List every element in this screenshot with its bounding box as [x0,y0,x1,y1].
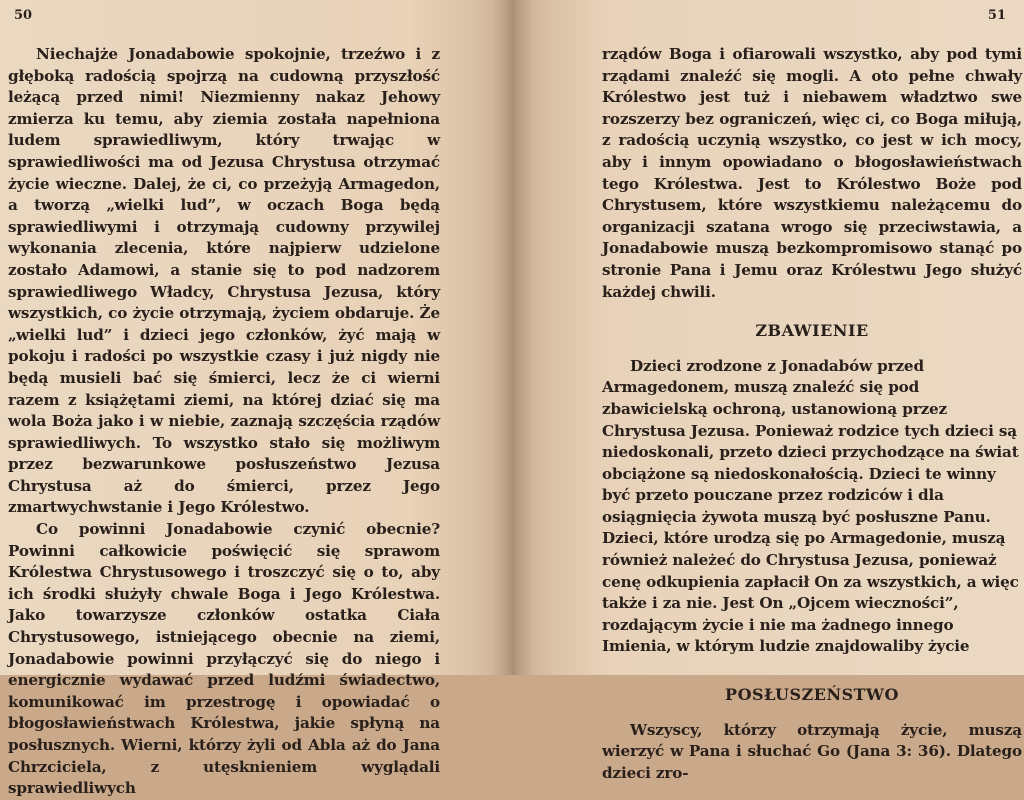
paragraph: Niechajże Jonadabowie spokojnie, trzeźwo i z głęboką radością spojrzą na cudowną przyszłość leżącą przed nimi! Niezmienny nakaz Jehowy zmierza ku temu, aby ziemia została napełniona ludem sprawiedliwym, który trwając w sprawiedliwości ma od Jezusa Chrystusa otrzymać życie wieczne. Dalej, że ci, co przeżyją Armagedon, a tworzą „wielki lud”, w oczach Boga będą sprawiedliwymi i otrzymają cudowny przywilej wykonania zlecenia, które najpierw udzielone zostało Adamowi, a stanie się to pod nadzorem sprawiedliwego Władcy, Chrystusa Jezusa, który wszystkich, co życie otrzymają, życiem obdaruje. Że „wielki lud” i dzieci jego członków, żyć mają w pokoju i radości po wszystkie czasy i już nigdy nie będą musieli bać się śmierci, lecz że ci wierni razem z książętami ziemi, na której dziać się ma wola Boża jako i w niebie, zaznają szczęścia rządów sprawiedliwych. To wszystko stało się możliwym przez bezwarunkowe posłuszeństwo Jezusa Chrystusa aż do śmierci, przez Jego zmartwychwstanie i Jego Królestwo. [8,45,440,517]
section-heading-posluszenstwo: POSŁUSZEŃSTWO [725,685,899,705]
right-page [524,0,1024,782]
left-page [0,0,500,798]
left-page-text [8,44,440,800]
paragraph: rządów Boga i ofiarowali wszystko, aby pod tymi rządami znaleźć się mogli. A oto pełne chwały Królestwo jest tuż i niebawem władztwo swe rozszerzy bez ograniczeń, więc ci, co Boga miłują, z radością uczynią wszystko, co jest w ich mocy, aby i innym opowiadano o błogosławieństwach tego Królestwa. Jest to Królestwo Boże pod Chrystusem, które wszystkiemu należącemu do organizacji szatana wrogo się przeciwstawia, a Jonadabowie muszą bezkompromisowo stanąć po stronie Pana i Jemu oraz Królestwu Jego służyć każdej chwili. [602,45,1022,301]
right-page-number: 51 [987,8,1006,23]
paragraph: Co powinni Jonadabowie czynić obecnie? Powinni całkowicie poświęcić się sprawom Królestwa Chrystusowego i troszczyć się o to, aby ich środki służyły chwale Boga i Jego Królestwa. Jako towarzysze członków ostatka Ciała Chrystusowego, istniejącego obecnie na ziemi, Jonadabowie powinni przyłączyć się do niego i energicznie wydawać przed ludźmi świadectwo, komunikować im przestrogę i opowiadać o błogosławieństwach Królestwa, jakie spłyną na posłusznych. Wierni, którzy żyli od Abla aż do Jana Chrzciciela, z utęsknieniem wyglądali sprawiedliwych [8,520,440,798]
section-heading-zbawienie: ZBAWIENIE [755,321,869,341]
paragraph: Wszyscy, którzy otrzymają życie, muszą wierzyć w Pana i słuchać Go (Jana 3: 36). Dlatego dzieci zro- [602,720,1022,782]
right-page-text [602,44,1022,784]
paragraph: Dzieci zrodzone z Jonadabów przed Armagedonem, muszą znaleźć się pod zbawicielską ochroną, ustanowioną przez Chrystusa Jezusa. Ponieważ rodzice tych dzieci są niedoskonali, przeto dzieci przychodzące na świat obciążone są niedoskonałością. Dzieci te winny być przeto pouczane przez rodziców i dla osiągnięcia żywota muszą być posłuszne Panu. Dzieci, które urodzą się po Armagedonie, muszą również należeć do Chrystusa Jezusa, ponieważ cenę odkupienia zapłacił On za wszystkich, a więc także i za nie. Jest On „Ojcem wieczności”, rozdającym życie i nie ma żadnego innego Imienia, w którym ludzie znajdowaliby życie [602,356,1019,656]
left-page-number: 50 [14,8,33,23]
